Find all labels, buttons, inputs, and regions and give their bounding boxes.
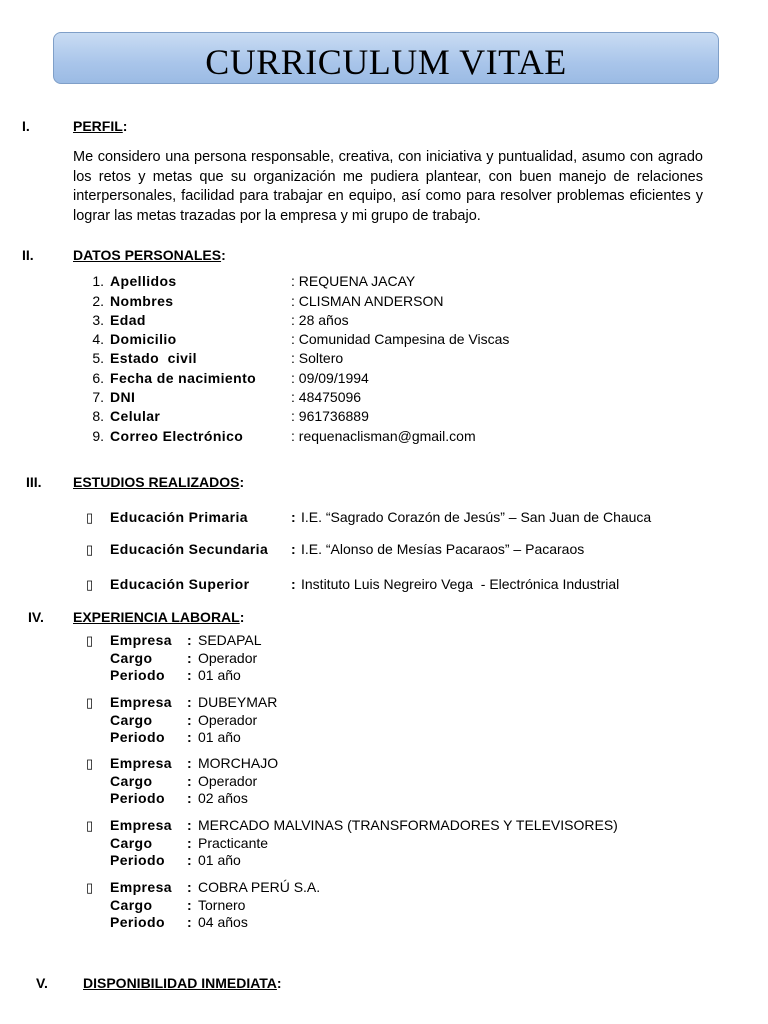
title-banner (53, 32, 719, 84)
bullet-icon: ▯ (86, 633, 94, 648)
section-number-experiencia: IV. (28, 609, 44, 625)
bullet-icon: ▯ (86, 542, 94, 557)
section-title-estudios: ESTUDIOS REALIZADOS: (73, 474, 245, 490)
section-number-perfil: I. (22, 118, 30, 134)
bullet-icon: ▯ (86, 880, 94, 895)
bullet-icon: ▯ (86, 695, 94, 710)
perfil-paragraph: Me considero una persona responsable, creativa, con iniciativa y puntualidad, asumo con agrado los retos y metas que su organización me pudiera plantear, con buen manejo de relaciones interpersonales, facilidad para trabajar en equipo, así como para resolver problemas eficientes y lograr las metas trazadas por la empresa y mi grupo de trabajo. (73, 149, 703, 224)
document-title: CURRICULUM VITAE (205, 42, 567, 82)
section-number-disponibilidad: V. (36, 975, 48, 991)
section-title-datos: DATOS PERSONALES: (73, 247, 226, 263)
section-title-disponibilidad: DISPONIBILIDAD INMEDIATA: (83, 975, 282, 991)
section-title-experiencia: EXPERIENCIA LABORAL: (73, 609, 245, 625)
bullet-icon: ▯ (86, 818, 94, 833)
section-title-perfil: PERFIL: (73, 118, 128, 134)
bullet-icon: ▯ (86, 577, 94, 592)
section-number-estudios: III. (26, 474, 42, 490)
section-number-datos: II. (22, 247, 34, 263)
bullet-icon: ▯ (86, 510, 94, 525)
bullet-icon: ▯ (86, 756, 94, 771)
